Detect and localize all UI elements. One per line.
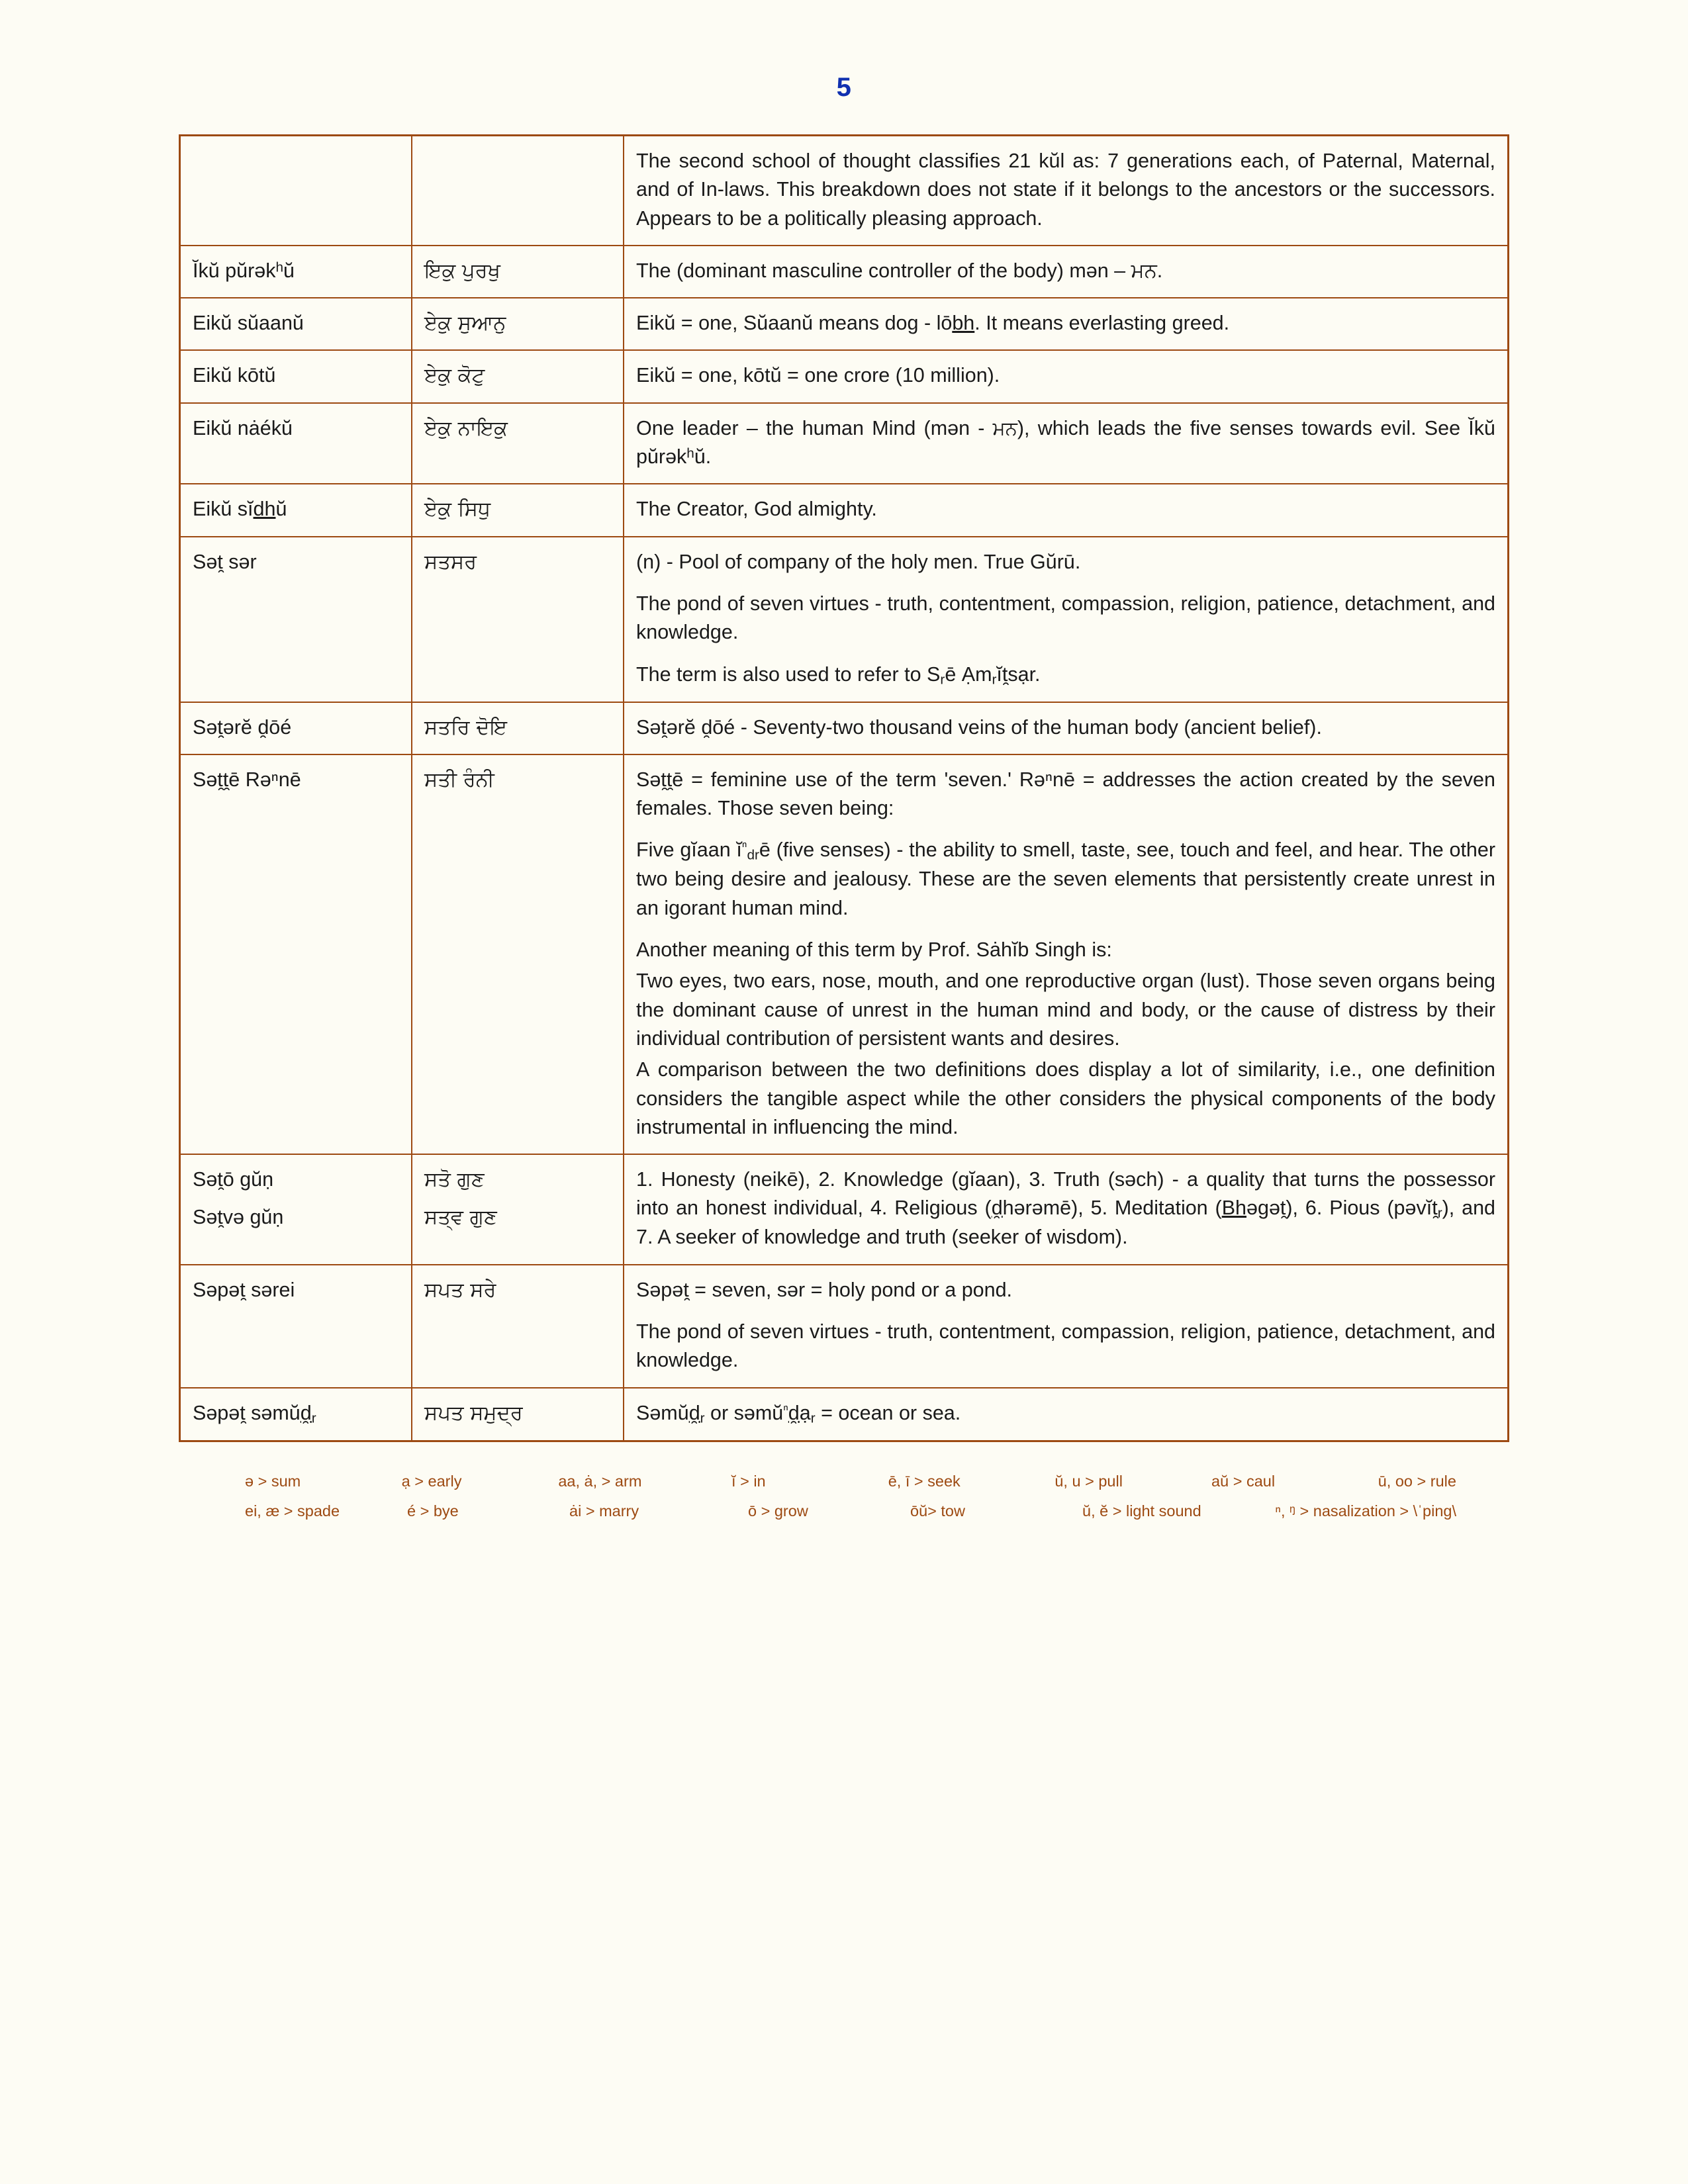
term-roman-cell: [180, 1154, 412, 1265]
definition-paragraph: Two eyes, two ears, nose, mouth, and one reproductive organ (lust). Those seven organs being the dominant cause of unrest in the human mind and body, or the cause of distress by their individual contribution of persistent wants and desires.: [636, 970, 1495, 1050]
term-gurmukhi-cell: ਸਤਰਿ ਦੋਇ: [412, 702, 624, 754]
definition-paragraph: Another meaning of this term by Prof. Sȧhĭb Singh is:: [636, 938, 1112, 962]
definition-paragraph: The pond of seven virtues - truth, contentment, compassion, religion, patience, detachment, and knowledge.: [636, 592, 1495, 644]
term-roman-cell: Eikŭ sŭaanŭ: [180, 298, 412, 350]
definition-cell: [624, 702, 1509, 754]
definition-paragraph: Eikŭ = one, kōtŭ = one crore (10 million).: [636, 364, 1000, 387]
term-roman-cell: Eikŭ nȧékŭ: [180, 403, 412, 484]
definition-cell: [624, 754, 1509, 1154]
definition-cell: [624, 403, 1509, 484]
legend-item: ŭ, u > pull: [1055, 1472, 1123, 1490]
definition-paragraph: One leader – the human Mind (mən - ਮਨ), which leads the five senses towards evil. See Ĭkŭ pŭrək$^h$ŭ.: [636, 416, 1495, 469]
term-gurmukhi-cell: ਸਪਤ ਸਮੁਦ੍ਰ: [412, 1388, 624, 1441]
term-gurmukhi-cell: ਸਤੀ ਰੰਨੀ: [412, 754, 624, 1154]
definition-cell: [624, 298, 1509, 350]
legend-item: ⁿ, ᵑ > nasalization > \ˈping\: [1275, 1502, 1456, 1520]
term-gurmukhi-line: ਸਤੋ ਗੁਣ: [424, 1168, 485, 1192]
term-gurmukhi-cell: ਇਕੁ ਪੁਰਖੁ: [412, 246, 624, 298]
term-roman-line: Sət̯ō gŭṇ: [193, 1168, 274, 1191]
glossary-table: [179, 134, 1509, 1442]
definition-cell: [624, 136, 1509, 246]
legend-item: ō > grow: [748, 1502, 808, 1520]
pronunciation-legend: [179, 1473, 1509, 1520]
definition-cell: [624, 1388, 1509, 1441]
legend-item: ạ > early: [401, 1472, 462, 1490]
legend-item: aa, ȧ, > arm: [558, 1472, 642, 1490]
definition-cell: [624, 1265, 1509, 1388]
definition-cell: [624, 484, 1509, 536]
page-number: 5: [836, 73, 852, 102]
definition-paragraph: The pond of seven virtues - truth, contentment, compassion, religion, patience, detachment, and knowledge.: [636, 1320, 1495, 1372]
definition-paragraph: Sət̯ərĕ d̯ōé - Seventy-two thousand veins of the human body (ancient belief).: [636, 715, 1322, 739]
term-roman-cell: Səpət̯ səmŭd$_r$: [180, 1388, 412, 1441]
term-roman-cell: Ĭkŭ pŭrək$^h$ŭ: [180, 246, 412, 298]
legend-item: ū, oo > rule: [1378, 1472, 1456, 1490]
term-roman-line: Sət̯və gŭṇ: [193, 1206, 284, 1229]
legend-item: é > bye: [407, 1502, 459, 1520]
table-row: [180, 246, 1509, 298]
term-roman-cell: [180, 136, 412, 246]
table-row: [180, 484, 1509, 536]
term-gurmukhi-line: ਸਤ੍ਵ ਗੁਣ: [424, 1206, 497, 1230]
legend-item: ȧi > marry: [569, 1502, 639, 1520]
term-roman-cell: Sət̯t̯ē Rəⁿnē: [180, 754, 412, 1154]
term-roman-cell: Sət̯ərĕ d̯ōé: [180, 702, 412, 754]
table-row: [180, 350, 1509, 402]
definition-cell: [624, 1154, 1509, 1265]
term-gurmukhi-cell: [412, 1154, 624, 1265]
definition-paragraph: Sət̯t̯ē = feminine use of the term 'seven.' Rəⁿnē = addresses the action created by the seven females. Those seven being:: [636, 768, 1495, 820]
table-row: [180, 1265, 1509, 1388]
table-row: [180, 298, 1509, 350]
definition-paragraph: 1. Honesty (neikē), 2. Knowledge (gĭaan), 3. Truth (səch) - a quality that turns the possessor into an honest individual, 4. Religious (d̯hərəmē), 5. Meditation (Bhəgət̯), 6. Pious $(pəvĭt̯_r)$, and 7. A seeker of knowledge and truth (seeker of wisdom).: [636, 1168, 1495, 1249]
legend-row-1: [179, 1473, 1509, 1490]
legend-item: ē, ī > seek: [888, 1472, 961, 1490]
term-roman-cell: Eikŭ sĭdhŭ: [180, 484, 412, 536]
legend-item: ōŭ> tow: [910, 1502, 965, 1520]
term-roman-cell: Eikŭ kōtŭ: [180, 350, 412, 402]
table-row: [180, 1154, 1509, 1265]
table-row: [180, 702, 1509, 754]
legend-item: ŭ, ĕ > light sound: [1082, 1502, 1201, 1520]
term-gurmukhi-cell: ਏਕੁ ਨਾਇਕੁ: [412, 403, 624, 484]
table-row: [180, 1388, 1509, 1441]
term-roman-cell: Sət̯ sər: [180, 537, 412, 702]
table-row: [180, 537, 1509, 702]
term-gurmukhi-cell: ਏਕੁ ਸੁਆਨੁ: [412, 298, 624, 350]
definition-cell: [624, 350, 1509, 402]
legend-item: ə > sum: [245, 1472, 301, 1490]
term-roman-cell: Səpət̯ sərei: [180, 1265, 412, 1388]
definition-paragraph: The term is also used to refer to $S_rē$ Ạm$_r$ĭt̯sạr.: [636, 662, 1041, 688]
term-gurmukhi-cell: ਸਤਸਰ: [412, 537, 624, 702]
table-row: [180, 403, 1509, 484]
table-row: [180, 754, 1509, 1154]
term-gurmukhi-cell: ਏਕੁ ਸਿਧੁ: [412, 484, 624, 536]
term-gurmukhi-cell: ਏਕੁ ਕੋਟੁ: [412, 350, 624, 402]
definition-paragraph: Səpət̯ = seven, sər = holy pond or a pond.: [636, 1278, 1013, 1301]
glossary-table-body: [180, 136, 1509, 1441]
definition-paragraph: The second school of thought classifies 21 kŭl as: 7 generations each, of Paternal, Maternal, and of In-laws. This breakdown does not state if it belongs to the ancestors or the successors. Appears to be a politically pleasing approach.: [636, 150, 1495, 230]
term-gurmukhi-cell: [412, 136, 624, 246]
legend-item: ĭ > in: [731, 1472, 766, 1490]
definition-cell: [624, 537, 1509, 702]
definition-paragraph: The Creator, God almighty.: [636, 498, 877, 521]
definition-paragraph: The (dominant masculine controller of the body) mən – ਮਨ.: [636, 259, 1163, 282]
definition-paragraph: (n) - Pool of company of the holy men. True Gŭrū.: [636, 550, 1081, 573]
legend-row-2: [179, 1502, 1509, 1520]
definition-cell: [624, 246, 1509, 298]
definition-paragraph: Five gĭaan $ĭ^{^n}_{dr}ē$ (five senses) - the ability to smell, taste, see, touch and feel, and hear. The other two being desire and jealousy. These are the seven elements that persistently create unrest in an igorant human mind.: [636, 839, 1495, 919]
definition-paragraph: Eikŭ = one, Sŭaanŭ means dog - lōbh. It means everlasting greed.: [636, 312, 1230, 335]
legend-item: aŭ > caul: [1211, 1472, 1276, 1490]
definition-paragraph: A comparison between the two definitions does display a lot of similarity, i.e., one definition considers the tangible aspect while the other considers the physical components of the body instrumental in influencing the mind.: [636, 1058, 1495, 1138]
definition-paragraph: Səmŭd$_r$ or səmŭ$^{^n}$d̯ạ$_r$ = ocean or sea.: [636, 1401, 961, 1426]
term-gurmukhi-cell: ਸਪਤ ਸਰੇ: [412, 1265, 624, 1388]
table-row: [180, 136, 1509, 246]
legend-item: ei, æ > spade: [245, 1502, 340, 1520]
